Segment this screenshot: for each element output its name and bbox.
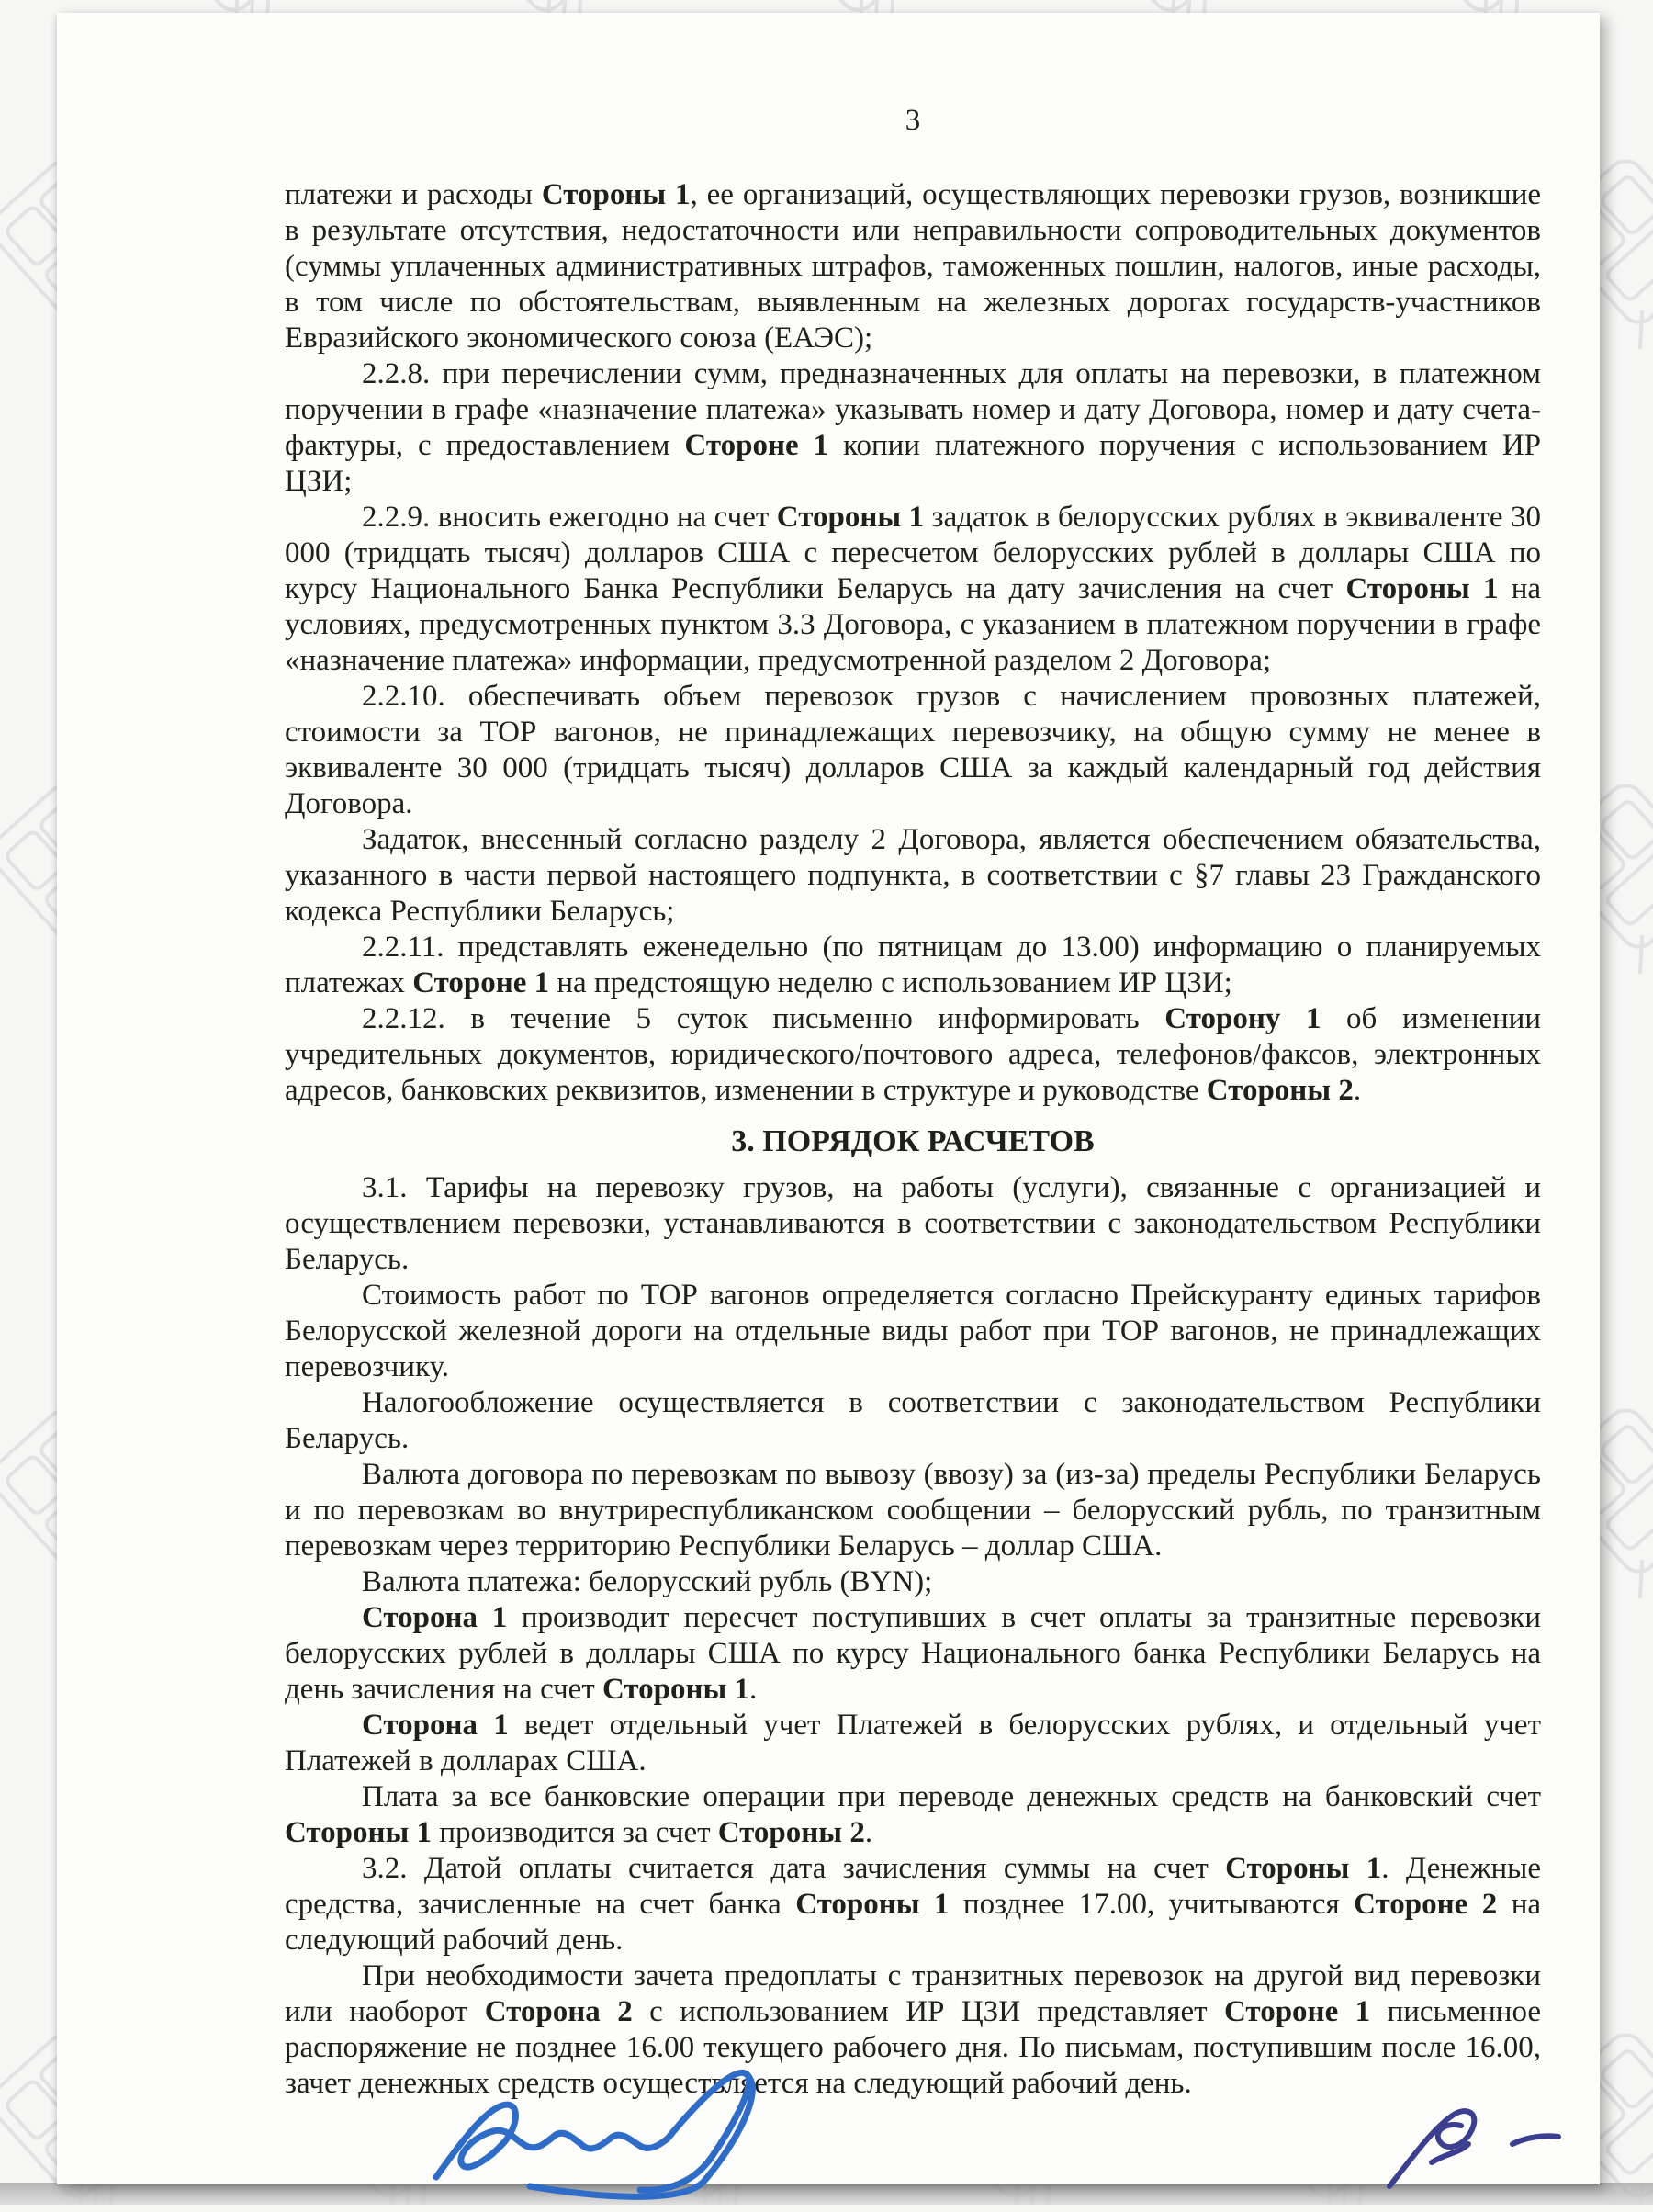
bold-term: Стороне 2	[1354, 1888, 1498, 1921]
bold-term: Стороны 1	[285, 1816, 433, 1849]
text-run: При необходимости зачета предоплаты с транзитных перевозок на другой вид перевозки или наоборот	[285, 1959, 1541, 2028]
text-run: платежи и расходы	[285, 178, 542, 211]
text-run: Плата за все банковские операции при переводе денежных средств на банковский счет	[362, 1780, 1541, 1813]
train-stamp-icon	[0, 1690, 23, 1936]
text-run: 2.2.12. в течение 5 суток письменно информировать	[362, 1002, 1165, 1035]
text-run: ведет отдельный учет Платежей в белорусских рублях, и отдельный учет Платежей в долларах США.	[285, 1709, 1541, 1778]
text-run: Задаток, внесенный согласно разделу 2 Договора, является обеспечением обязательства, указанного в части первой настоящего подпункта, в соответствии с §7 главы 23 Гражданского кодекса Республики Беларусь;	[285, 823, 1541, 928]
paragraph	[285, 822, 1541, 930]
bold-term: Стороне 1	[684, 429, 829, 462]
paragraph	[285, 1170, 1541, 1278]
page-number: 3	[905, 104, 921, 137]
bold-term: Стороны 1	[602, 1673, 750, 1706]
paragraph	[285, 1564, 1541, 1600]
text-run: Стоимость работ по ТОР вагонов определяется согласно Прейскуранту единых тарифов Белорусской железной дороги на отдельные виды работ при ТОР вагонов, не принадлежащих перевозчику.	[285, 1279, 1541, 1383]
bold-term: Стороне 1	[412, 966, 550, 999]
paragraph	[285, 1278, 1541, 1385]
text-run: 2.2.11. представлять еженедельно (по пятницам до 13.00) информацию о планируемых платежах	[285, 931, 1541, 999]
text-run: .	[864, 1816, 873, 1849]
text-run: производится за счет	[432, 1816, 718, 1849]
document-body	[285, 177, 1541, 2102]
text-run: на условиях, предусмотренных пунктом 3.3 Договора, с указанием в платежном поручении в графе «назначение платежа» информации, предусмотренной разделом 2 Договора;	[285, 572, 1541, 677]
bold-term: Сторона 2	[484, 1995, 633, 2028]
text-run: 2.2.9. вносить ежегодно на счет	[362, 501, 777, 534]
paragraph	[285, 356, 1541, 500]
paragraph	[285, 1457, 1541, 1564]
text-block	[57, 13, 1600, 2102]
text-run: Налогообложение осуществляется в соответствии с законодательством Республики Беларусь.	[285, 1386, 1541, 1455]
text-run: задаток в белорусских рублях в эквиваленте 30 000 (тридцать тысяч) долларов США с пересчетом белорусских рублей в доллары США по курсу Национального Банка Республики Беларусь на дату зачисления на счет	[285, 501, 1541, 605]
text-run: производит пересчет поступивших в счет оплаты за транзитные перевозки белорусских рублей в доллары США по курсу Национального банка Республики Беларусь на день зачисления на счет	[285, 1601, 1541, 1706]
paragraph	[285, 679, 1541, 822]
text-run: с использованием ИР ЦЗИ представляет	[632, 1995, 1225, 2028]
text-run: копии платежного поручения с использованием ИР ЦЗИ;	[285, 429, 1541, 498]
bold-term: Стороны 1	[1345, 572, 1499, 605]
paragraph	[285, 1001, 1541, 1109]
train-stamp-icon	[0, 1066, 23, 1312]
train-stamp-icon	[0, 441, 23, 687]
paragraph	[285, 1958, 1541, 2102]
bold-term: Сторона 1	[362, 1709, 509, 1742]
bold-term: Стороны 1	[795, 1888, 950, 1921]
text-run: .	[1353, 1074, 1362, 1107]
text-run: Валюта договора по перевозкам по вывозу (ввозу) за (из-за) пределы Республики Беларусь и по перевозкам во внутриреспубликанском сообщении – белорусский рубль, по транзитным перевозкам через территорию Республики Беларусь – доллар США.	[285, 1458, 1541, 1563]
text-run: Валюта платежа: белорусский рубль (BYN);	[362, 1565, 933, 1598]
text-run: 3.2. Датой оплаты считается дата зачисления суммы на счет	[362, 1852, 1226, 1885]
text-run: об изменении учредительных документов, юридического/почтового адреса, телефонов/факсов, электронных адресов, банковских реквизитов, изменении в структуре и руководстве	[285, 1002, 1542, 1107]
contract-page	[57, 13, 1600, 2184]
text-run: 2.2.10. обеспечивать объем перевозок грузов с начислением провозных платежей, стоимости за ТОР вагонов, не принадлежащих перевозчику, на общую сумму не менее в эквиваленте 30 000 (тридцать тысяч) долларов США за каждый календарный год действия Договора.	[285, 680, 1541, 820]
bold-term: Стороны 1	[1225, 1852, 1382, 1885]
train-stamp-icon	[0, 0, 23, 62]
text-run: 2.2.8. при перечислении сумм, предназначенных для оплаты на перевозки, в платежном поручении в графе «назначение платежа» указывать номер и дату Договора, номер и дату счета-фактуры, с предоставлением	[285, 357, 1541, 462]
text-run: на следующий рабочий день.	[285, 1888, 1542, 1957]
text-run: на предстоящую неделю с использованием ИР ЦЗИ;	[549, 966, 1232, 999]
text-run: , ее организаций, осуществляющих перевозки грузов, возникшие в результате отсутствия, недостаточности или неправильности сопроводительных документов (суммы уплаченных административных штрафов, таможенных пошлин, налогов, иные расходы, в том числе по обстоятельствам, выявленным на железных дорогах государств-участников Евразийского экономического союза (ЕАЭС);	[285, 178, 1541, 355]
paragraph	[285, 177, 1541, 356]
paragraph	[285, 1385, 1541, 1457]
bold-term: Сторону 1	[1164, 1002, 1321, 1035]
paragraph	[285, 1851, 1541, 1958]
text-run: позднее 17.00, учитываются	[949, 1888, 1355, 1921]
bold-term: Стороны 2	[1206, 1074, 1354, 1107]
text-run: . Денежные средства, зачисленные на счет банка	[285, 1852, 1541, 1921]
text-run: письменное распоряжение не позднее 16.00 текущего рабочего дня. По письмам, поступившим после 16.00, зачет денежных средств осуществляется на следующий рабочий день.	[285, 1995, 1542, 2100]
paragraph	[285, 930, 1541, 1001]
bold-term: Стороны 1	[541, 178, 691, 211]
bold-term: Стороны 2	[717, 1816, 865, 1849]
bold-term: Стороне 1	[1224, 1995, 1371, 2028]
bold-term: 3. ПОРЯДОК РАСЧЕТОВ	[731, 1124, 1095, 1158]
text-run: 3.1. Тарифы на перевозку грузов, на работы (услуги), связанные с организацией и осуществлением перевозки, устанавливаются в соответствии с законодательством Республики Беларусь.	[285, 1171, 1541, 1276]
paragraph	[285, 500, 1541, 679]
paragraph	[285, 1600, 1541, 1708]
paragraph	[285, 1708, 1541, 1779]
bold-term: Стороны 1	[776, 501, 925, 534]
bold-term: Сторона 1	[362, 1601, 508, 1634]
scanner-shadow-band	[0, 2183, 1653, 2205]
section-heading	[285, 1123, 1541, 1159]
paragraph	[285, 1779, 1541, 1851]
text-run: .	[749, 1673, 758, 1706]
